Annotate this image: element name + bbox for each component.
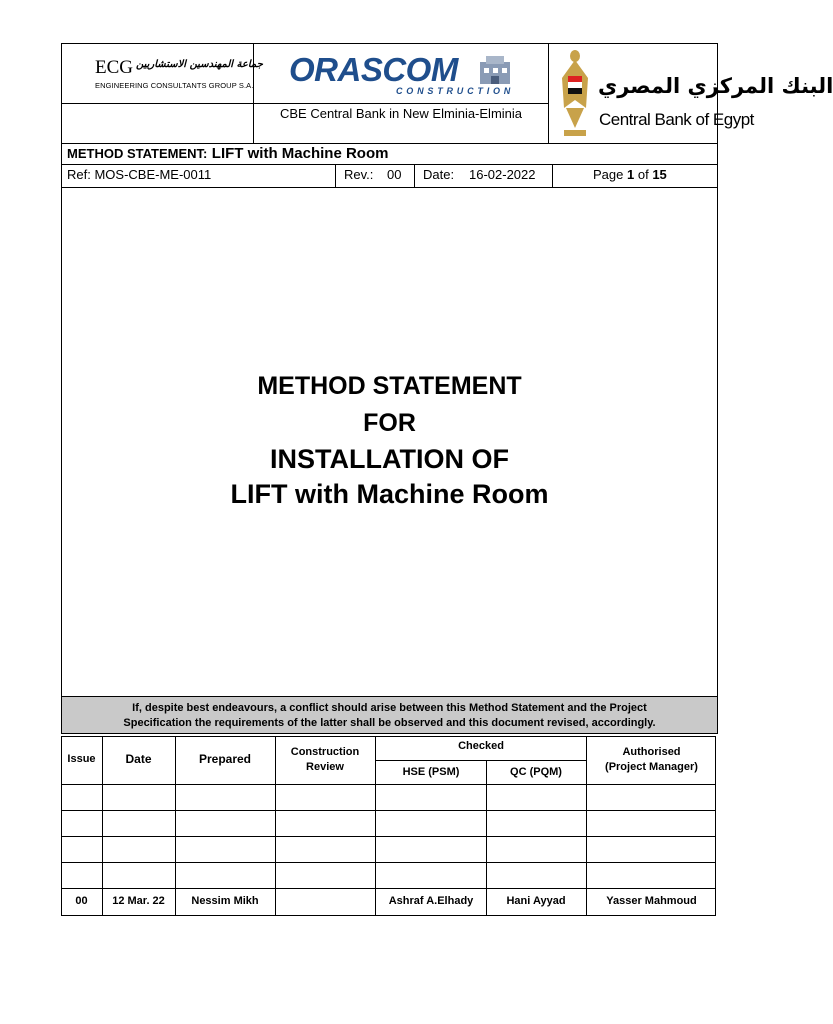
ecg-logo-arabic: جماعة المهندسين الاستشاريين bbox=[136, 59, 263, 70]
col-hse-header: HSE (PSM) bbox=[402, 766, 460, 778]
ecg-logo bbox=[66, 50, 263, 98]
page-word: Page bbox=[593, 167, 624, 182]
col-date-header: Date bbox=[125, 752, 152, 766]
authorised-subtitle: (Project Manager) bbox=[605, 761, 698, 773]
orascom-building-icon bbox=[478, 56, 512, 84]
ecg-logo-main: ECG bbox=[95, 57, 133, 78]
col-authorised-header bbox=[587, 745, 716, 775]
authorised-title: Authorised bbox=[622, 746, 681, 758]
orascom-logo-main: ORASCOM bbox=[289, 51, 458, 88]
orascom-logo-subtitle: CONSTRUCTION bbox=[396, 86, 515, 96]
ecg-logo-subtitle: ENGINEERING CONSULTANTS GROUP S.A. bbox=[95, 81, 254, 90]
page-counter bbox=[593, 167, 667, 182]
cbe-logo-english: Central Bank of Egypt bbox=[599, 110, 754, 129]
cover-title-line2: FOR bbox=[363, 409, 416, 437]
method-statement-row bbox=[67, 145, 388, 163]
row-qc: Hani Ayyad bbox=[506, 895, 566, 907]
col-checked-header: Checked bbox=[458, 740, 504, 752]
date-label: Date: bbox=[423, 167, 455, 182]
conflict-notice bbox=[61, 696, 718, 734]
cover-title-box bbox=[61, 188, 718, 697]
page-current: 1 bbox=[627, 167, 635, 182]
project-title: CBE Central Bank in New Elminia-Elminia bbox=[279, 106, 523, 121]
cbe-logo-arabic: البنك المركزي المصري bbox=[598, 74, 833, 98]
date-value: 16-02-2022 bbox=[469, 167, 536, 182]
method-statement-value: LIFT with Machine Room bbox=[211, 145, 389, 162]
row-authorised: Yasser Mahmoud bbox=[606, 895, 697, 907]
page-of: of bbox=[637, 167, 649, 182]
reference-number: Ref: MOS-CBE-ME-0011 bbox=[67, 167, 212, 182]
cbe-logo bbox=[552, 46, 833, 142]
page-total: 15 bbox=[652, 167, 667, 182]
row-date: 12 Mar. 22 bbox=[112, 895, 165, 907]
cover-title-line3: INSTALLATION OF bbox=[270, 444, 509, 474]
col-construction-review-header: Construction Review bbox=[290, 746, 360, 773]
notice-line1: If, despite best endeavours, a conflict should arise between this Method Statement and the Project bbox=[132, 702, 647, 714]
row-prepared: Nessim Mikh bbox=[191, 895, 259, 907]
revision-value: 00 bbox=[387, 167, 402, 182]
col-qc-header: QC (PQM) bbox=[510, 766, 562, 778]
notice-line2: Specification the requirements of the latter shall be observed and this document revised, accordingly. bbox=[123, 717, 656, 729]
row-issue: 00 bbox=[75, 895, 88, 907]
col-issue-header: Issue bbox=[67, 753, 96, 765]
row-hse: Ashraf A.Elhady bbox=[388, 895, 474, 907]
cover-title-line1: METHOD STATEMENT bbox=[257, 372, 522, 400]
cover-title-line4: LIFT with Machine Room bbox=[230, 479, 549, 509]
method-statement-label: METHOD STATEMENT: bbox=[67, 146, 208, 161]
eagle-emblem-icon bbox=[558, 48, 592, 140]
revision-label: Rev.: bbox=[344, 167, 374, 182]
col-prepared-header: Prepared bbox=[198, 752, 252, 766]
orascom-logo bbox=[258, 48, 544, 100]
